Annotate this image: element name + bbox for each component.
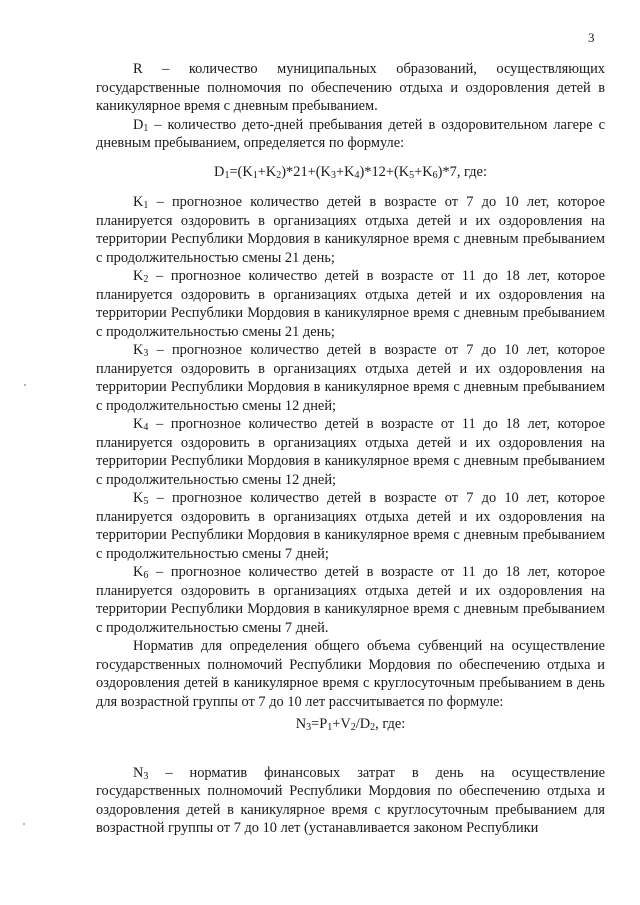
paragraph-k-text: – прогнозное количество детей в возрасте от 7 до 10 лет, которое планируется оздоровить в организациях отдыха детей и их оздоровления на территории Республики Мордовия в каникулярное время с дневным пребыванием с продолжительностью смены 12 дней; — [96, 342, 605, 414]
symbol-r: R — [133, 61, 143, 77]
symbol-k-subscript: 6 — [143, 570, 149, 581]
symbol-n3: N — [133, 764, 144, 781]
paragraph-k2 — [96, 267, 605, 341]
paragraph-k-text: – прогнозное количество детей в возрасте от 11 до 18 лет, которое планируется оздоровить в организациях отдыха детей и их оздоровления на территории Республики Мордовия в каникулярное время с дневным пребыванием с продолжительностью смены 7 дней. — [96, 564, 605, 636]
symbol-k: K — [133, 268, 144, 284]
formula-n3-part: +V — [332, 716, 351, 732]
scan-speck — [24, 384, 26, 386]
formula-d1-part: +K — [335, 163, 355, 180]
page-number: 3 — [588, 30, 595, 45]
paragraph-k-text: – прогнозное количество детей в возрасте от 7 до 10 лет, которое планируется оздоровить в организациях отдыха детей и их оздоровления на территории Республики Мордовия в каникулярное время с дневным пребыванием с продолжительностью смены 21 день; — [96, 194, 605, 266]
paragraph-k3 — [96, 341, 605, 415]
formula-n3-subscript: 2 — [370, 722, 376, 733]
paragraph-k5 — [96, 489, 605, 563]
formula-n3-part: =P — [311, 716, 328, 732]
symbol-d1-subscript: 1 — [143, 122, 149, 134]
formula-d1-part: +K — [414, 163, 433, 180]
formula-d1-subscript: 1 — [252, 169, 258, 181]
formula-n3-part: /D — [355, 716, 371, 732]
symbol-d1: D — [133, 116, 144, 133]
symbol-k: K — [133, 490, 144, 506]
paragraph-n3-text: – норматив финансовых затрат в день на осуществление государственных полномочий Республики Мордовия по обеспечению отдыха и оздоровления детей в каникулярное время с круглосуточным пребыванием для возрастной группы от 7 до 10 лет (устанавливается законом Республики — [96, 764, 605, 836]
paragraph-r-text: – количество муниципальных образований, осуществляющих государственные полномочия по обеспечению отдыха и оздоровления детей в каникулярное время с дневным пребыванием. — [96, 61, 605, 114]
formula-d1-lead: D — [214, 163, 225, 180]
paragraph-d1-text: – количество дето-дней пребывания детей в оздоровительном лагере с дневным пребыванием, определяется по формуле: — [96, 116, 605, 151]
formula-n3-subscript: 3 — [306, 722, 312, 733]
symbol-k-subscript: 3 — [143, 348, 149, 359]
formula-d1-subscript: 2 — [276, 169, 282, 181]
symbol-k-subscript: 4 — [143, 422, 149, 433]
formula-d1-part: +K — [257, 163, 277, 180]
symbol-k: K — [133, 416, 144, 432]
formula-n3 — [96, 715, 605, 734]
paragraph-d1-definition — [96, 116, 605, 153]
symbol-k-subscript: 2 — [143, 274, 149, 285]
symbol-k-subscript: 1 — [143, 200, 149, 211]
scan-speck — [23, 823, 25, 825]
formula-d1-part: =(K — [229, 163, 253, 180]
paragraph-k-text: – прогнозное количество детей в возрасте от 11 до 18 лет, которое планируется оздоровить в организациях отдыха детей и их оздоровления на территории Республики Мордовия в каникулярное время с дневным пребыванием с продолжительностью смены 21 день; — [96, 268, 605, 340]
formula-d1-tail: )*7, где: — [437, 163, 487, 180]
symbol-k: K — [133, 342, 144, 358]
document-body — [96, 60, 605, 838]
formula-n3-subscript: 2 — [350, 722, 356, 733]
formula-d1-subscript: 5 — [409, 169, 415, 181]
paragraph-k6 — [96, 563, 605, 637]
symbol-k: K — [133, 564, 144, 580]
symbol-k: K — [133, 194, 144, 210]
paragraph-norm: Норматив для определения общего объема субвенций на осуществление государственных полномочий Республики Мордовия по обеспечению отдыха и оздоровления детей в каникулярное время с круглосуточным пребыванием в день для возрастной группы от 7 до 10 лет рассчитывается по формуле: — [96, 638, 605, 710]
formula-d1 — [96, 163, 605, 182]
paragraph-n3-definition — [96, 764, 605, 838]
formula-d1-lead-subscript: 1 — [224, 169, 230, 181]
paragraph-r-definition — [96, 60, 605, 116]
formula-d1-subscript: 6 — [432, 169, 438, 181]
symbol-k-subscript: 5 — [143, 496, 149, 507]
paragraph-k1 — [96, 193, 605, 267]
formula-d1-subscript: 3 — [330, 169, 336, 181]
formula-n3-part: N — [295, 716, 307, 732]
formula-n3-tail: , где: — [375, 716, 406, 732]
paragraph-k-text: – прогнозное количество детей в возрасте от 11 до 18 лет, которое планируется оздоровить в организациях отдыха детей и их оздоровления на территории Республики Мордовия в каникулярное время с дневным пребыванием с продолжительностью смены 12 дней; — [96, 416, 605, 488]
formula-d1-subscript: 4 — [354, 169, 360, 181]
formula-d1-part: )*21+(K — [281, 163, 331, 180]
paragraph-k-text: – прогнозное количество детей в возрасте от 7 до 10 лет, которое планируется оздоровить в организациях отдыха детей и их оздоровления на территории Республики Мордовия в каникулярное время с дневным пребыванием с продолжительностью смены 7 дней; — [96, 490, 605, 562]
symbol-n3-subscript: 3 — [143, 770, 149, 782]
formula-n3-subscript: 1 — [327, 722, 333, 733]
formula-d1-part: )*12+(K — [359, 163, 410, 180]
paragraph-k4 — [96, 415, 605, 489]
